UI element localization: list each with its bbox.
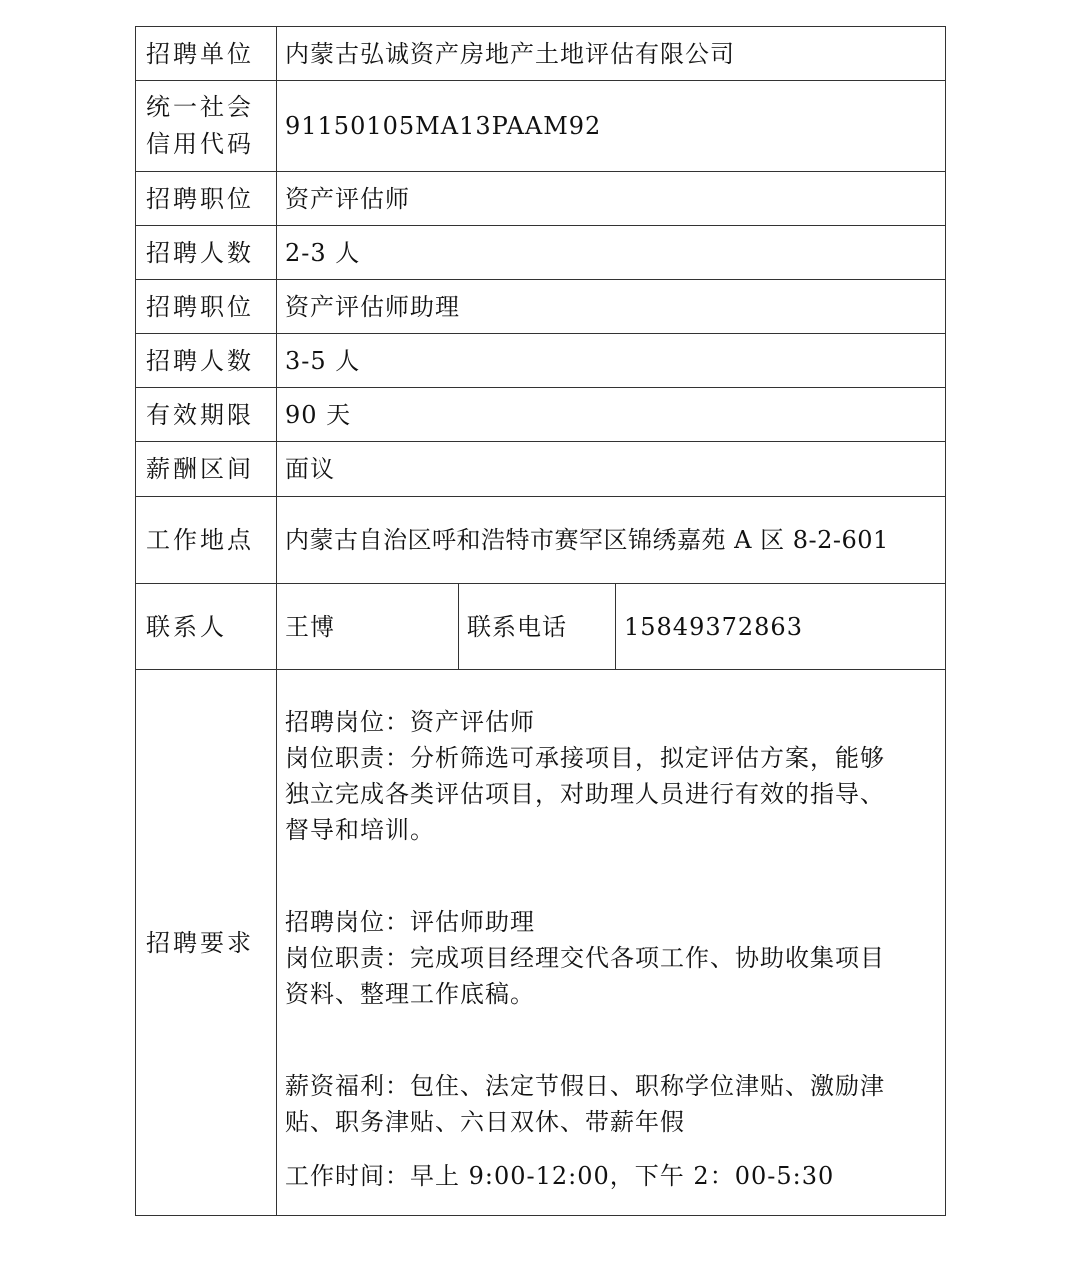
headcount-1-value: 2-3 人: [277, 226, 946, 280]
job2-title: 招聘岗位：评估师助理: [285, 908, 535, 936]
recruitment-table: [135, 26, 946, 1216]
position-1-label: 招聘职位: [136, 172, 277, 226]
row-headcount-2: [136, 334, 946, 388]
location-label: 工作地点: [136, 497, 277, 584]
row-credit-code: [136, 81, 946, 172]
row-position-1: [136, 172, 946, 226]
benefits-line1: 薪资福利：包住、法定节假日、职称学位津贴、激励津: [285, 1072, 885, 1100]
work-hours: 工作时间：早上 9:00-12:00，下午 2：00-5:30: [285, 1162, 835, 1190]
requirements-label: 招聘要求: [136, 670, 277, 1216]
row-validity: [136, 388, 946, 442]
contact-name: 王博: [277, 584, 459, 670]
location-value: 内蒙古自治区呼和浩特市赛罕区锦绣嘉苑 A 区 8-2-601: [277, 497, 946, 584]
salary-value: 面议: [277, 442, 946, 497]
benefits-line2: 贴、职务津贴、六日双休、带薪年假: [285, 1108, 685, 1136]
row-position-2: [136, 280, 946, 334]
headcount-1-label: 招聘人数: [136, 226, 277, 280]
job1-duty-line3: 督导和培训。: [285, 816, 435, 844]
position-1-value: 资产评估师: [277, 172, 946, 226]
credit-code-label: [136, 81, 277, 172]
contact-phone: 15849372863: [616, 584, 946, 670]
row-contact: [136, 584, 946, 670]
row-company: [136, 27, 946, 81]
job1-duty-line2: 独立完成各类评估项目，对助理人员进行有效的指导、: [285, 780, 885, 808]
salary-label: 薪酬区间: [136, 442, 277, 497]
job1-title: 招聘岗位：资产评估师: [285, 708, 535, 736]
contact-phone-label: 联系电话: [459, 584, 616, 670]
company-label: 招聘单位: [136, 27, 277, 81]
position-2-label: 招聘职位: [136, 280, 277, 334]
row-salary: [136, 442, 946, 497]
validity-value: 90 天: [277, 388, 946, 442]
credit-code-label-line2: 信用代码: [146, 130, 254, 158]
position-2-value: 资产评估师助理: [277, 280, 946, 334]
validity-label: 有效期限: [136, 388, 277, 442]
company-value: 内蒙古弘诚资产房地产土地评估有限公司: [277, 27, 946, 81]
headcount-2-value: 3-5 人: [277, 334, 946, 388]
row-location: [136, 497, 946, 584]
job1-duty-line1: 岗位职责：分析筛选可承接项目，拟定评估方案，能够: [285, 744, 885, 772]
row-headcount-1: [136, 226, 946, 280]
requirements-body: [277, 670, 946, 1216]
job2-duty-line2: 资料、整理工作底稿。: [285, 980, 535, 1008]
credit-code-value: 91150105MA13PAAM92: [277, 81, 946, 172]
contact-label: 联系人: [136, 584, 277, 670]
row-requirements: [136, 670, 946, 1216]
headcount-2-label: 招聘人数: [136, 334, 277, 388]
job2-duty-line1: 岗位职责：完成项目经理交代各项工作、协助收集项目: [285, 944, 885, 972]
credit-code-label-line1: 统一社会: [146, 93, 254, 121]
